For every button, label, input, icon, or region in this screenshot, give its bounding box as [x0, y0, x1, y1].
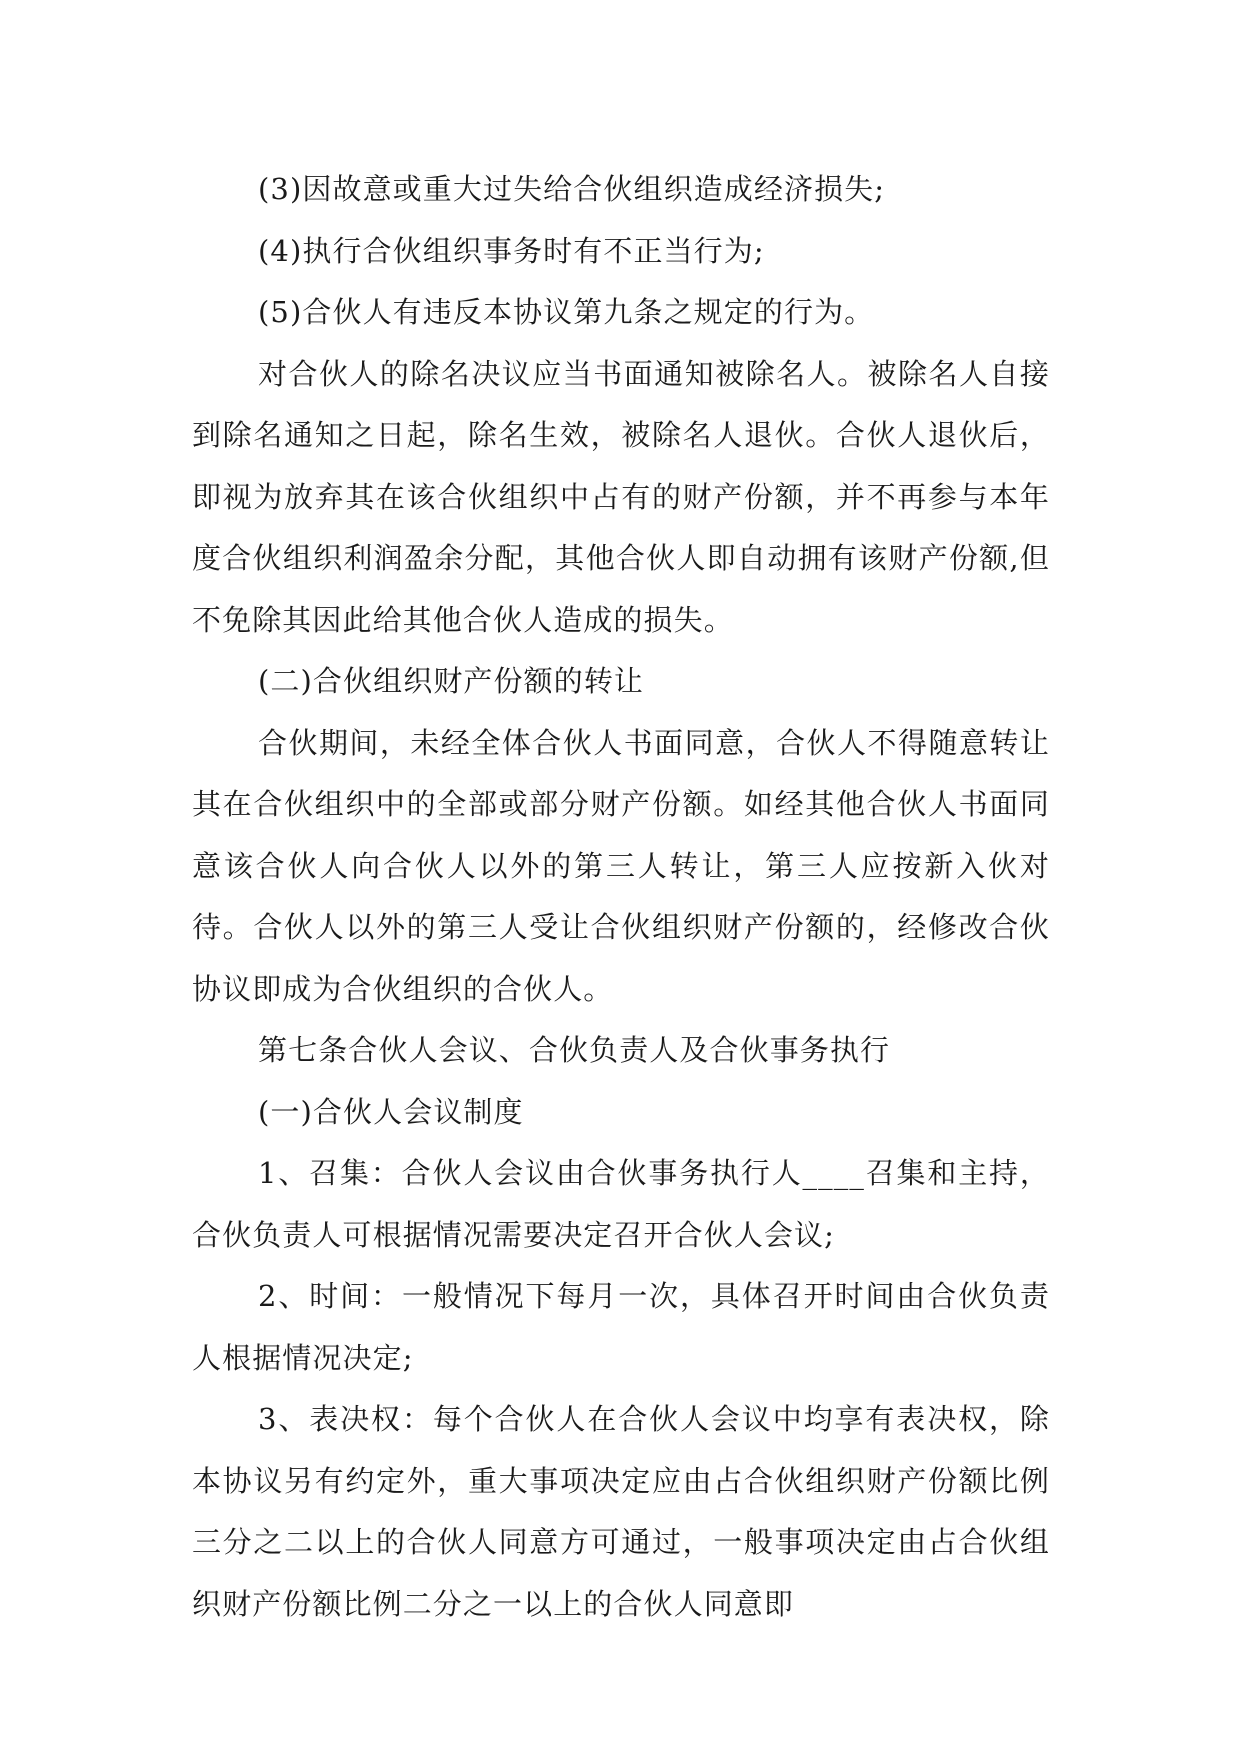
meeting-convening-paragraph: 1、召集：合伙人会议由合伙事务执行人____召集和主持，合伙负责人可根据情况需要决定召开合伙人会议;	[192, 1156, 1050, 1252]
clause-item-3: (3)因故意或重大过失给合伙组织造成经济损失;	[258, 172, 886, 206]
document-body	[192, 159, 1050, 1635]
expulsion-notice-paragraph: 对合伙人的除名决议应当书面通知被除名人。被除名人自接到除名通知之日起，除名生效，被除名人退伙。合伙人退伙后，即视为放弃其在该合伙组织中占有的财产份额，并不再参与本年度合伙组织利润盈余分配，其他合伙人即自动拥有该财产份额,但不免除其因此给其他合伙人造成的损失。	[192, 356, 1050, 637]
article-seven-heading: 第七条合伙人会议、合伙负责人及合伙事务执行	[258, 1033, 891, 1067]
clause-item-5: (5)合伙人有违反本协议第九条之规定的行为。	[258, 295, 875, 329]
section-heading-share-transfer: (二)合伙组织财产份额的转让	[258, 664, 645, 698]
meeting-time-paragraph: 2、时间：一般情况下每月一次，具体召开时间由合伙负责人根据情况决定;	[192, 1279, 1050, 1375]
clause-item-4: (4)执行合伙组织事务时有不正当行为;	[258, 233, 765, 268]
share-transfer-paragraph: 合伙期间，未经全体合伙人书面同意，合伙人不得随意转让其在合伙组织中的全部或部分财产份额。如经其他合伙人书面同意该合伙人向合伙人以外的第三人转让，第三人应按新入伙对待。合伙人以外的第三人受让合伙组织财产份额的，经修改合伙协议即成为合伙组织的合伙人。	[192, 725, 1050, 1006]
voting-rights-paragraph: 3、表决权：每个合伙人在合伙人会议中均享有表决权，除本协议另有约定外，重大事项决定应由占合伙组织财产份额比例三分之二以上的合伙人同意方可通过，一般事项决定由占合伙组织财产份额比例二分之一以上的合伙人同意即	[192, 1402, 1050, 1621]
section-heading-meeting-system: (一)合伙人会议制度	[258, 1094, 524, 1129]
